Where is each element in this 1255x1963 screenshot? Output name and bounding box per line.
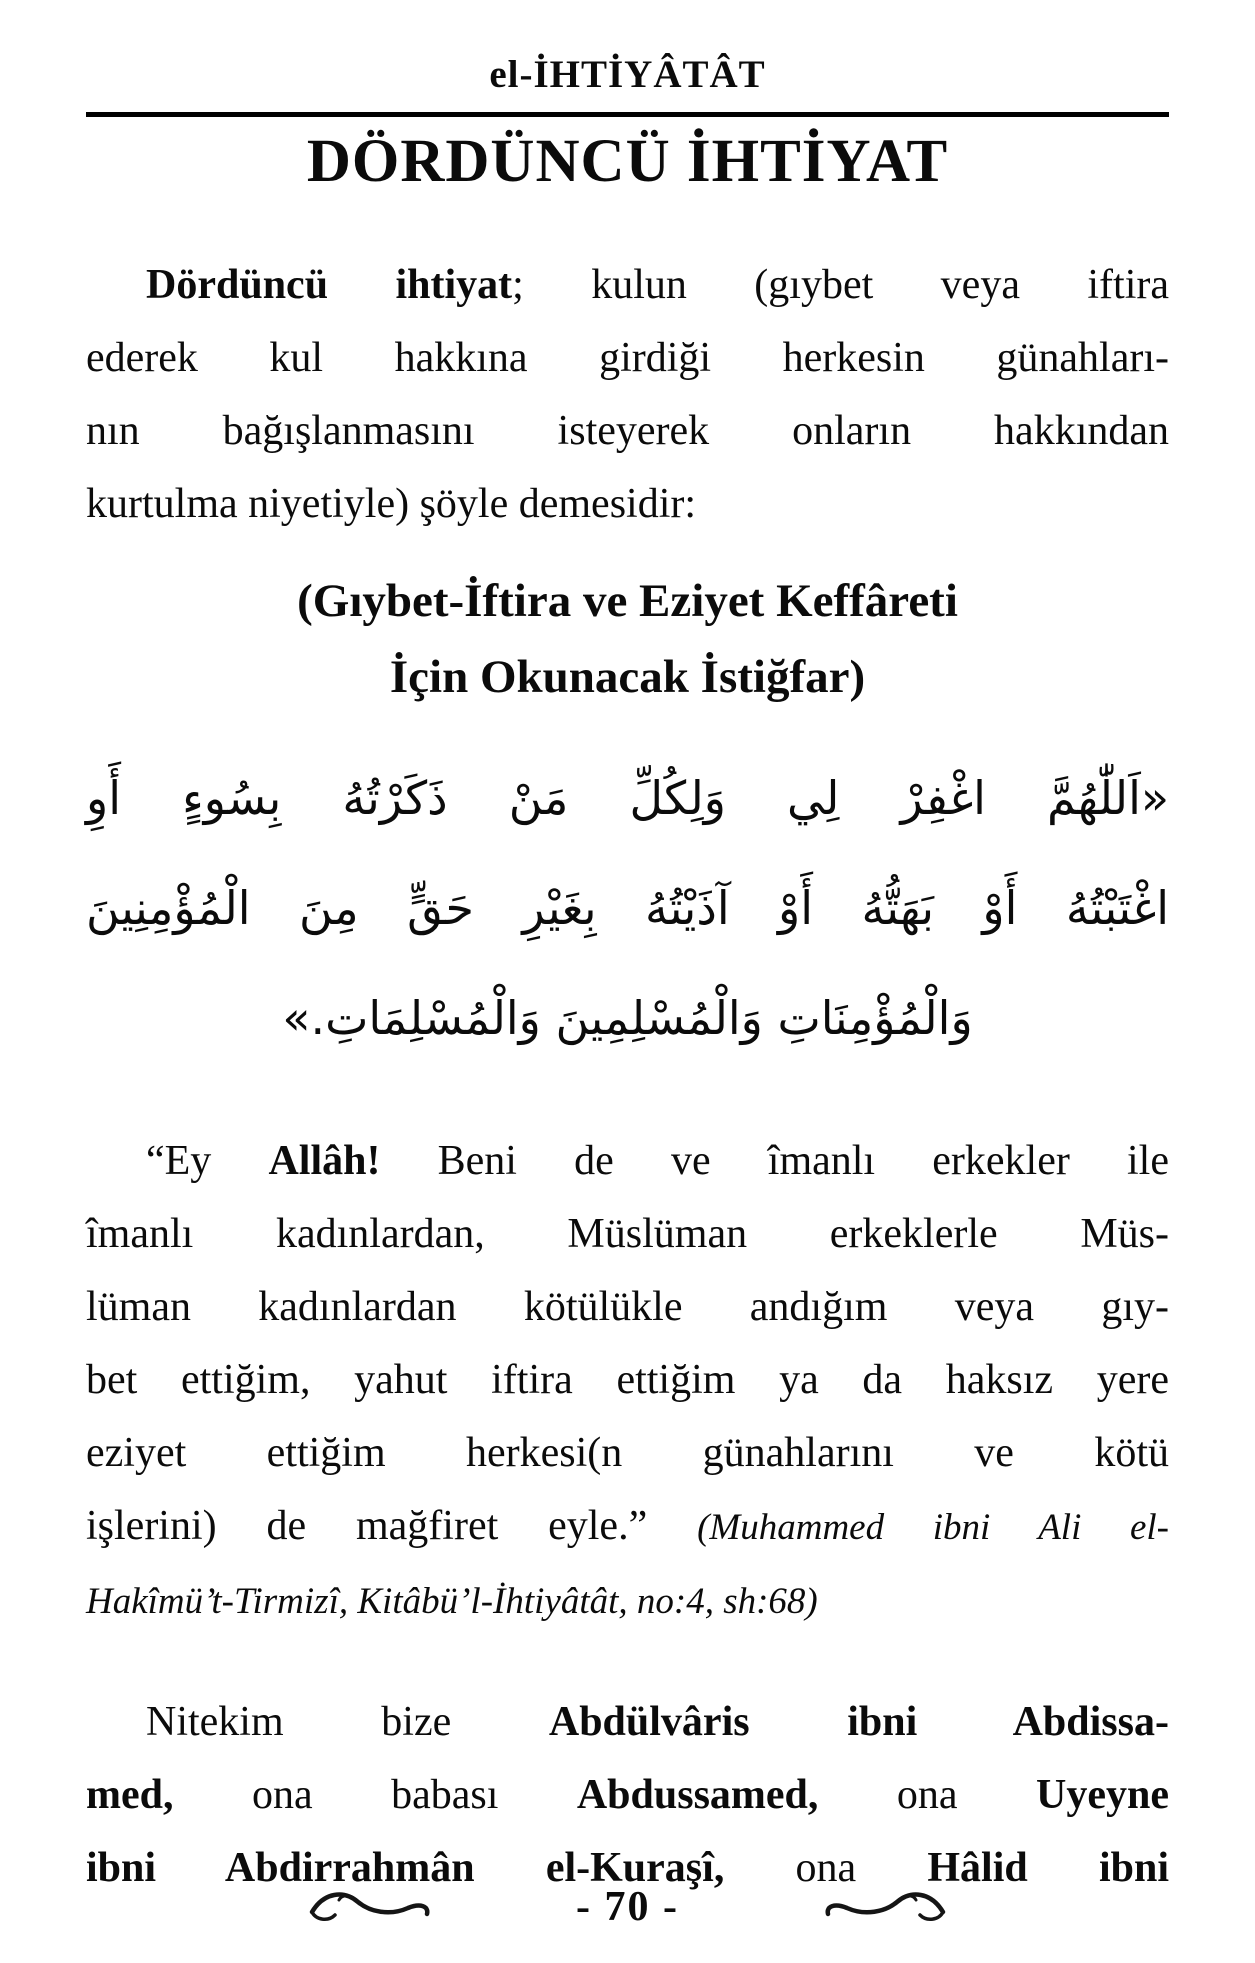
text-line [86,249,1169,322]
left-floral-swirl-icon [306,1884,436,1930]
arabic-prayer [86,743,1169,1073]
arabic-line: «اَللّٰهُمَّ اغْفِرْ لِي وَلِكُلِّ مَنْ ذَكَرْتُهُ بِسُوءٍ أَوِ [86,771,1169,825]
arabic-line: وَالْمُؤْمِنَاتِ وَالْمُسْلِمِينَ وَالْمُسْلِمَاتِ.» [282,991,973,1045]
text-line: eziyet ettiğim herkesi(n günahlarını ve kötü [86,1430,1169,1476]
text-segment: işlerini) de mağfiret eyle.” [86,1503,698,1549]
text-line [86,1125,1169,1198]
page-footer [0,1883,1255,1931]
text-line [86,1686,1169,1759]
text-segment: ona babası [173,1772,577,1818]
translation-paragraph [86,1125,1169,1638]
text-segment: Nitekim bize [146,1699,549,1745]
narrator-name-bold: Hâlid ibni [927,1845,1169,1891]
allah-bold: Allâh! [268,1138,381,1184]
narrator-name-bold: Uyeyne [1036,1772,1169,1818]
isnad-paragraph [86,1686,1169,1905]
text-line [86,1564,1169,1638]
arabic-line: اغْتَبْتُهُ أَوْ بَهَتُّهُ أَوْ آذَيْتُهُ بِغَيْرِ حَقٍّ مِنَ الْمُؤْمِنِينَ [86,881,1169,935]
text-segment: Beni de ve îmanlı erkekler ile [380,1138,1169,1184]
narrator-name-bold: med, [86,1772,174,1818]
narrator-name-bold: Abdülvâris ibni Abdissa- [548,1699,1169,1745]
citation-segment: Hakîmü’t-Tirmizî, Kitâbü’l-İhtiyâtât, no:4, sh:68) [86,1581,818,1622]
intro-lead-bold: Dördüncü ihtiyat [146,262,513,308]
text-segment: ona [818,1772,1036,1818]
running-header-title: el-İHTİYÂTÂT [489,53,766,96]
text-line [86,1759,1169,1832]
right-floral-swirl-icon [819,1884,949,1930]
page-number: - 70 - [576,1884,679,1930]
istighfar-heading [86,563,1169,715]
heading-line: (Gıybet-İftira ve Eziyet Keffâreti [297,575,958,627]
text-segment: “Ey [146,1138,269,1184]
text-line: ederek kul hakkına girdiği herkesin günahları- [86,335,1169,381]
narrator-name-bold: Abdussamed, [576,1772,819,1818]
text-line [86,1490,1169,1564]
text-segment: ona [724,1845,928,1891]
text-line: lüman kadınlardan kötülükle andığım veya gıy- [86,1284,1169,1330]
text-line: îmanlı kadınlardan, Müslüman erkeklerle Müs- [86,1211,1169,1257]
header-divider-rule [86,112,1169,117]
text-line: nın bağışlanmasını isteyerek onların hakkından [86,408,1169,454]
heading-line: İçin Okunacak İstiğfar) [389,651,866,703]
chapter-title: DÖRDÜNCÜ İHTİYAT [306,128,949,195]
intro-paragraph [86,249,1169,541]
citation-segment: (Muhammed ibni Ali el- [697,1507,1169,1548]
text-segment: ; kulun (gıybet veya iftira [512,262,1169,308]
narrator-name-bold: ibni Abdirrahmân el-Kuraşî, [86,1845,725,1891]
text-line: kurtulma niyetiyle) şöyle demesidir: [86,481,697,527]
text-line: bet ettiğim, yahut iftira ettiğim ya da haksız yere [86,1357,1169,1403]
